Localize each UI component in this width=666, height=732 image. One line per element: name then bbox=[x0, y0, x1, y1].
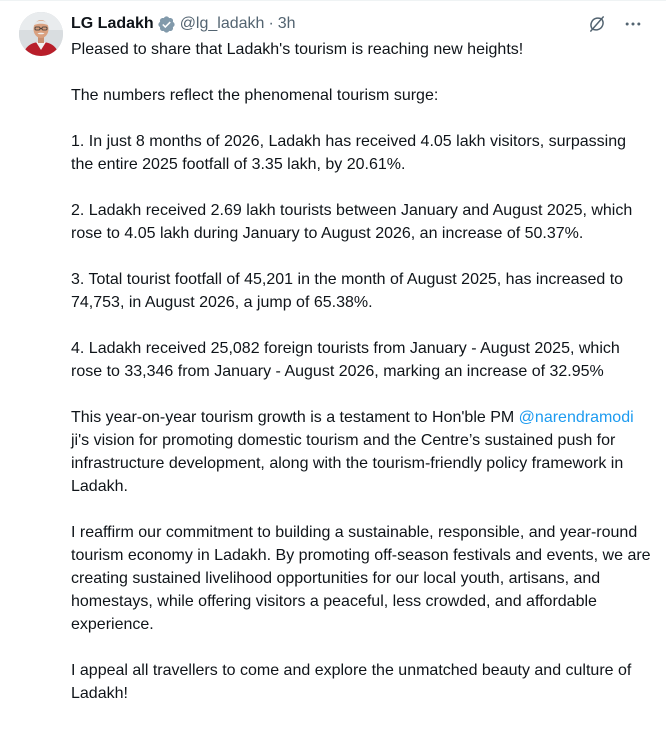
tweet-paragraph-1: Pleased to share that Ladakh's tourism is reaching new heights! bbox=[71, 41, 524, 58]
tweet-paragraph-6: 4. Ladakh received 25,082 foreign tourists from January - August 2025, which rose to 33,346 from January - August 2026, marking an increase of 32.95% bbox=[71, 340, 620, 380]
avatar[interactable] bbox=[19, 12, 63, 56]
tweet-paragraph-9: I appeal all travellers to come and explore the unmatched beauty and culture of Ladakh! bbox=[71, 662, 632, 702]
tweet-paragraph-2: The numbers reflect the phenomenal tourism surge: bbox=[71, 87, 439, 104]
author-display-name[interactable]: LG Ladakh bbox=[71, 15, 154, 32]
more-options-icon bbox=[623, 14, 643, 34]
tweet-header bbox=[71, 13, 596, 35]
tweet-paragraph-8: I reaffirm our commitment to building a sustainable, responsible, and year-round tourism economy in Ladakh. By promoting off-season festivals and events, we are creating sustained livelihood opportunities for our local youth, artisans, and homestays, while offering visitors a peaceful, less crowded, and affordable experience. bbox=[71, 524, 651, 633]
grok-button[interactable] bbox=[584, 11, 610, 37]
tweet-timestamp[interactable]: 3h bbox=[277, 15, 296, 32]
verified-badge-icon[interactable] bbox=[157, 15, 176, 34]
mention-link-narendramodi[interactable]: @narendramodi bbox=[518, 409, 634, 426]
avatar-photo-icon bbox=[19, 12, 63, 56]
paragraph-7-text-before: This year-on-year tourism growth is a testament to Hon'ble PM bbox=[71, 409, 519, 426]
tweet-paragraph-4: 2. Ladakh received 2.69 lakh tourists between January and August 2025, which rose to 4.05 lakh during January to August 2026, an increase of 50.37%. bbox=[71, 202, 633, 242]
more-options-button[interactable] bbox=[620, 11, 646, 37]
tweet-paragraph-7 bbox=[71, 406, 651, 498]
tweet-text bbox=[71, 38, 651, 728]
header-separator: · bbox=[268, 15, 274, 32]
author-handle[interactable]: @lg_ladakh bbox=[179, 15, 265, 32]
grok-icon bbox=[587, 14, 607, 34]
tweet-paragraph-3: 1. In just 8 months of 2026, Ladakh has received 4.05 lakh visitors, surpassing the entire 2025 footfall of 3.35 lakh, by 20.61%. bbox=[71, 133, 626, 173]
paragraph-7-text-after: ji's vision for promoting domestic tourism and the Centre’s sustained push for infrastructure development, along with the tourism-friendly policy framework in Ladakh. bbox=[71, 432, 624, 495]
tweet-paragraph-5: 3. Total tourist footfall of 45,201 in the month of August 2025, has increased to 74,753, in August 2026, a jump of 65.38%. bbox=[71, 271, 624, 311]
tweet-header-actions bbox=[584, 11, 646, 37]
